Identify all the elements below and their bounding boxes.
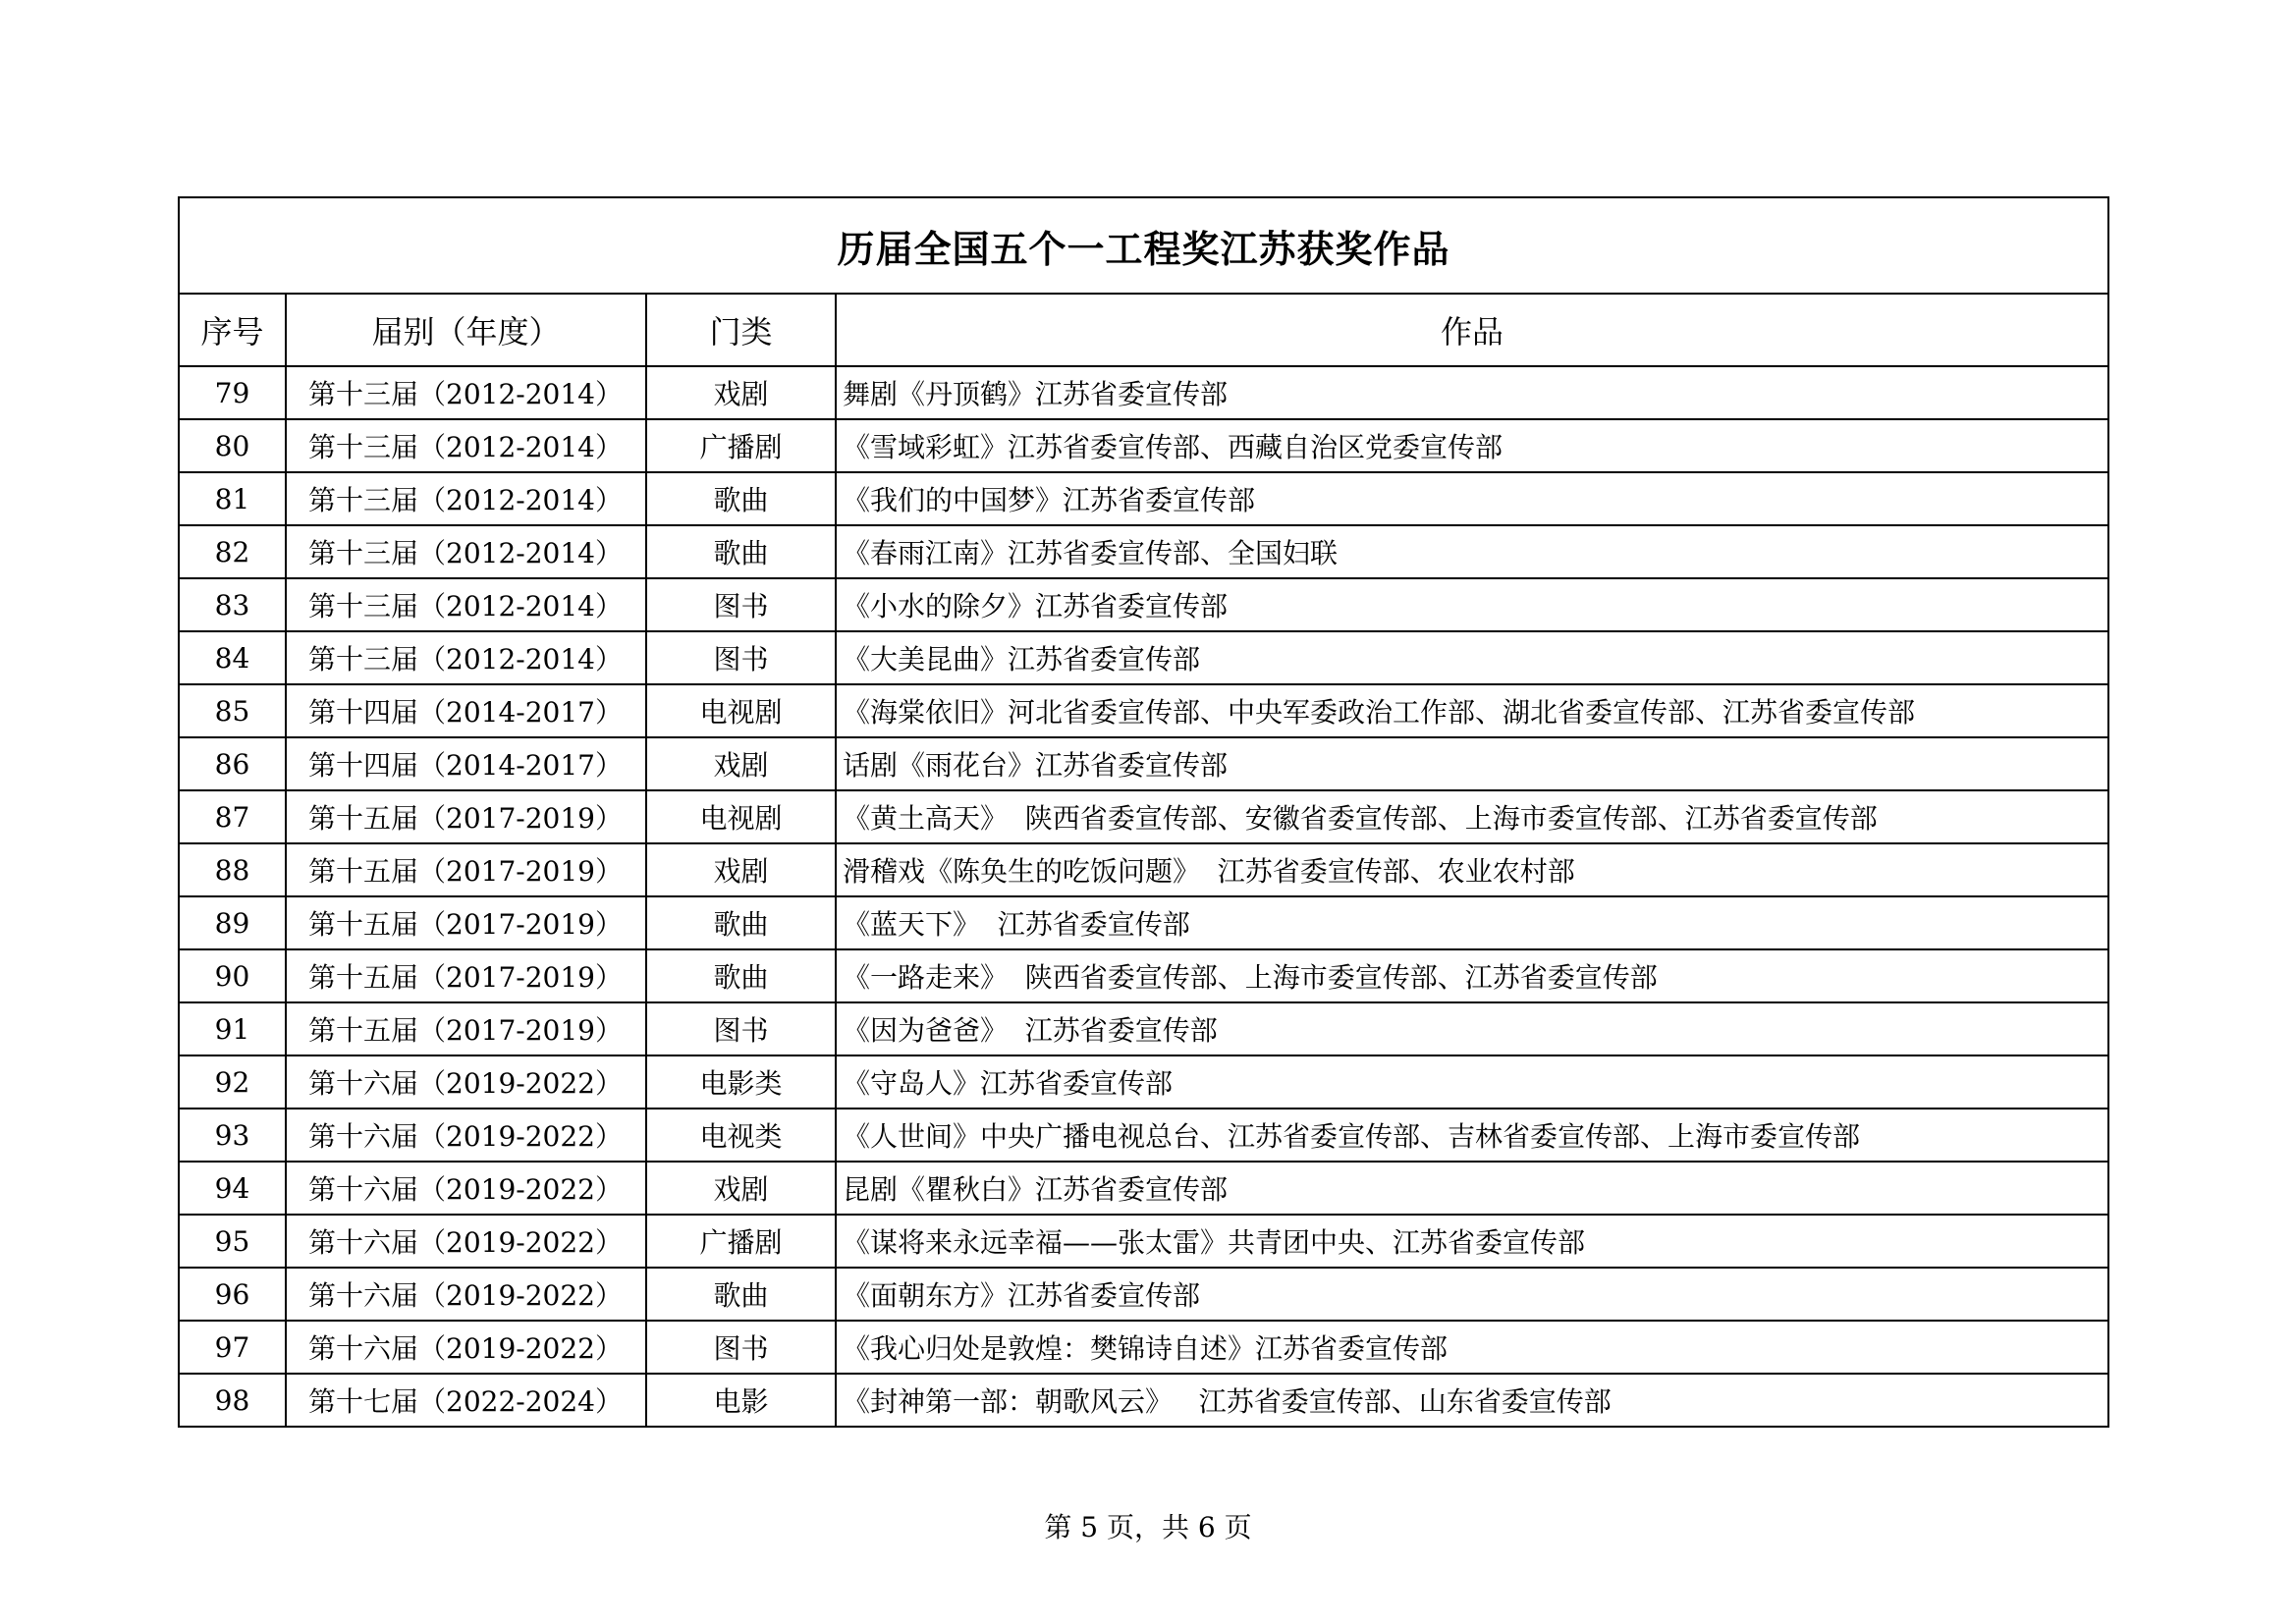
- cell-work: 《谋将来永远幸福——张太雷》共青团中央、江苏省委宣传部: [836, 1215, 2108, 1268]
- cell-session: 第十七届（2022-2024）: [286, 1374, 646, 1427]
- cell-category: 歌曲: [646, 525, 836, 578]
- table-row: [179, 419, 2108, 472]
- cell-category: 电影类: [646, 1055, 836, 1109]
- cell-work: 《一路走来》 陕西省委宣传部、上海市委宣传部、江苏省委宣传部: [836, 949, 2108, 1002]
- cell-session: 第十三届（2012-2014）: [286, 525, 646, 578]
- cell-session: 第十五届（2017-2019）: [286, 896, 646, 949]
- table-row: [179, 1002, 2108, 1055]
- cell-num: 98: [179, 1374, 286, 1427]
- cell-session: 第十五届（2017-2019）: [286, 790, 646, 843]
- table-row: [179, 949, 2108, 1002]
- cell-work: 话剧《雨花台》江苏省委宣传部: [836, 737, 2108, 790]
- cell-session: 第十四届（2014-2017）: [286, 684, 646, 737]
- cell-num: 93: [179, 1109, 286, 1162]
- cell-work: 《小水的除夕》江苏省委宣传部: [836, 578, 2108, 631]
- cell-num: 81: [179, 472, 286, 525]
- table-row: [179, 1374, 2108, 1427]
- cell-work: 《封神第一部：朝歌风云》 江苏省委宣传部、山东省委宣传部: [836, 1374, 2108, 1427]
- cell-num: 92: [179, 1055, 286, 1109]
- cell-num: 80: [179, 419, 286, 472]
- table-row: [179, 896, 2108, 949]
- cell-num: 87: [179, 790, 286, 843]
- cell-session: 第十三届（2012-2014）: [286, 631, 646, 684]
- table-row: [179, 843, 2108, 896]
- cell-num: 86: [179, 737, 286, 790]
- cell-num: 96: [179, 1268, 286, 1321]
- table-row: [179, 1215, 2108, 1268]
- cell-session: 第十五届（2017-2019）: [286, 843, 646, 896]
- cell-category: 戏剧: [646, 366, 836, 419]
- cell-work: 《春雨江南》江苏省委宣传部、全国妇联: [836, 525, 2108, 578]
- cell-work: 《海棠依旧》河北省委宣传部、中央军委政治工作部、湖北省委宣传部、江苏省委宣传部: [836, 684, 2108, 737]
- cell-category: 歌曲: [646, 1268, 836, 1321]
- cell-num: 88: [179, 843, 286, 896]
- cell-work: 《雪域彩虹》江苏省委宣传部、西藏自治区党委宣传部: [836, 419, 2108, 472]
- header-session: 届别（年度）: [286, 294, 646, 366]
- table-row: [179, 578, 2108, 631]
- cell-session: 第十五届（2017-2019）: [286, 1002, 646, 1055]
- cell-num: 97: [179, 1321, 286, 1374]
- cell-num: 90: [179, 949, 286, 1002]
- cell-num: 83: [179, 578, 286, 631]
- cell-category: 电影: [646, 1374, 836, 1427]
- cell-category: 歌曲: [646, 949, 836, 1002]
- table-row: [179, 366, 2108, 419]
- cell-work: 《因为爸爸》 江苏省委宣传部: [836, 1002, 2108, 1055]
- table-row: [179, 737, 2108, 790]
- table-row: [179, 1268, 2108, 1321]
- table-row: [179, 1162, 2108, 1215]
- cell-work: 《黄土高天》 陕西省委宣传部、安徽省委宣传部、上海市委宣传部、江苏省委宣传部: [836, 790, 2108, 843]
- cell-session: 第十三届（2012-2014）: [286, 472, 646, 525]
- cell-category: 戏剧: [646, 737, 836, 790]
- awards-sheet: [178, 196, 2107, 1428]
- cell-num: 85: [179, 684, 286, 737]
- page-footer: 第 5 页，共 6 页: [1044, 1511, 1252, 1543]
- awards-table: [178, 196, 2109, 1428]
- table-row: [179, 1055, 2108, 1109]
- table-row: [179, 1321, 2108, 1374]
- cell-session: 第十六届（2019-2022）: [286, 1321, 646, 1374]
- cell-num: 95: [179, 1215, 286, 1268]
- cell-category: 歌曲: [646, 472, 836, 525]
- cell-session: 第十三届（2012-2014）: [286, 419, 646, 472]
- cell-category: 图书: [646, 1321, 836, 1374]
- table-row: [179, 631, 2108, 684]
- cell-num: 91: [179, 1002, 286, 1055]
- cell-session: 第十六届（2019-2022）: [286, 1055, 646, 1109]
- cell-category: 图书: [646, 578, 836, 631]
- cell-work: 《面朝东方》江苏省委宣传部: [836, 1268, 2108, 1321]
- cell-category: 戏剧: [646, 843, 836, 896]
- cell-num: 89: [179, 896, 286, 949]
- cell-category: 电视剧: [646, 790, 836, 843]
- cell-session: 第十三届（2012-2014）: [286, 366, 646, 419]
- header-num: 序号: [179, 294, 286, 366]
- cell-work: 滑稽戏《陈奂生的吃饭问题》 江苏省委宣传部、农业农村部: [836, 843, 2108, 896]
- table-row: [179, 1109, 2108, 1162]
- cell-session: 第十五届（2017-2019）: [286, 949, 646, 1002]
- cell-num: 94: [179, 1162, 286, 1215]
- cell-work: 昆剧《瞿秋白》江苏省委宣传部: [836, 1162, 2108, 1215]
- cell-category: 图书: [646, 631, 836, 684]
- table-row: [179, 525, 2108, 578]
- cell-work: 《守岛人》江苏省委宣传部: [836, 1055, 2108, 1109]
- header-row: [179, 294, 2108, 366]
- header-work: 作品: [836, 294, 2108, 366]
- cell-work: 舞剧《丹顶鹤》江苏省委宣传部: [836, 366, 2108, 419]
- table-title: 历届全国五个一工程奖江苏获奖作品: [179, 197, 2108, 294]
- cell-work: 《大美昆曲》江苏省委宣传部: [836, 631, 2108, 684]
- cell-session: 第十六届（2019-2022）: [286, 1268, 646, 1321]
- cell-session: 第十六届（2019-2022）: [286, 1215, 646, 1268]
- cell-category: 电视剧: [646, 684, 836, 737]
- cell-num: 79: [179, 366, 286, 419]
- cell-category: 图书: [646, 1002, 836, 1055]
- cell-session: 第十六届（2019-2022）: [286, 1162, 646, 1215]
- cell-work: 《我们的中国梦》江苏省委宣传部: [836, 472, 2108, 525]
- cell-category: 广播剧: [646, 419, 836, 472]
- table-row: [179, 684, 2108, 737]
- table-row: [179, 472, 2108, 525]
- cell-work: 《蓝天下》 江苏省委宣传部: [836, 896, 2108, 949]
- table-row: [179, 790, 2108, 843]
- cell-category: 电视类: [646, 1109, 836, 1162]
- cell-category: 歌曲: [646, 896, 836, 949]
- cell-session: 第十三届（2012-2014）: [286, 578, 646, 631]
- cell-work: 《人世间》中央广播电视总台、江苏省委宣传部、吉林省委宣传部、上海市委宣传部: [836, 1109, 2108, 1162]
- cell-num: 84: [179, 631, 286, 684]
- cell-session: 第十四届（2014-2017）: [286, 737, 646, 790]
- cell-category: 广播剧: [646, 1215, 836, 1268]
- cell-category: 戏剧: [646, 1162, 836, 1215]
- cell-work: 《我心归处是敦煌：樊锦诗自述》江苏省委宣传部: [836, 1321, 2108, 1374]
- cell-num: 82: [179, 525, 286, 578]
- cell-session: 第十六届（2019-2022）: [286, 1109, 646, 1162]
- header-category: 门类: [646, 294, 836, 366]
